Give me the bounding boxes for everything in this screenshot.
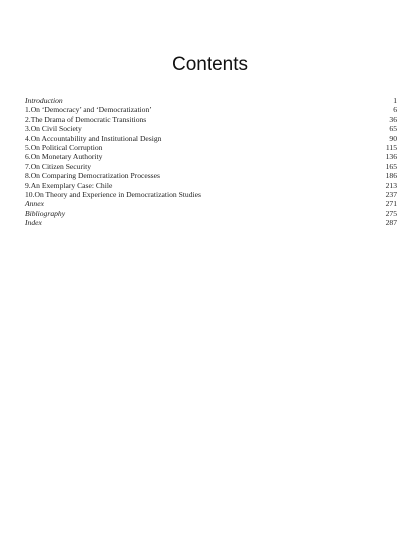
toc-entry[interactable] xyxy=(25,115,397,124)
toc-entry-label: 3.On Civil Society xyxy=(25,124,82,134)
toc-entry-page: 213 xyxy=(385,180,397,190)
toc-entry[interactable] xyxy=(25,152,397,161)
toc-entry[interactable] xyxy=(25,143,397,152)
toc-entry-label: 10.On Theory and Experience in Democratization Studies xyxy=(25,189,201,199)
toc-entry-page: 115 xyxy=(385,142,397,152)
toc-entry[interactable] xyxy=(25,124,397,133)
toc-entry[interactable] xyxy=(25,105,397,114)
toc-entry-label: 5.On Political Corruption xyxy=(25,142,103,152)
toc-entry-label: 2.The Drama of Democratic Transitions xyxy=(25,114,147,124)
toc-entry-page: 1 xyxy=(393,96,397,105)
toc-entry-label: 8.On Comparing Democratization Processes xyxy=(25,171,160,181)
toc-entry-page: 90 xyxy=(389,133,397,143)
toc-entry[interactable] xyxy=(25,134,397,143)
toc-entry-page: 287 xyxy=(385,218,397,228)
toc-entry-label: Annex xyxy=(25,199,44,209)
toc-entry-page: 65 xyxy=(389,124,397,134)
toc-entry-page: 237 xyxy=(385,189,397,199)
toc-entry[interactable] xyxy=(25,190,397,199)
toc-entry[interactable] xyxy=(25,171,397,180)
toc-entry-page: 186 xyxy=(385,171,397,181)
page-title: Contents xyxy=(171,54,249,75)
toc-entry[interactable] xyxy=(25,209,397,218)
toc-entry[interactable] xyxy=(25,96,397,105)
toc-entry-label: 1.On ‘Democracy’ and ‘Democratization’ xyxy=(25,105,152,115)
toc-entry-label: 9.An Exemplary Case: Chile xyxy=(25,180,113,190)
toc-entry-page: 36 xyxy=(389,114,397,124)
toc-entry[interactable] xyxy=(25,162,397,171)
toc-entry-page: 275 xyxy=(385,208,397,218)
toc-entry-page: 6 xyxy=(393,105,397,115)
toc-entry[interactable] xyxy=(25,218,397,227)
toc-entry-label: Index xyxy=(25,218,42,228)
toc-entry-label: 7.On Citizen Security xyxy=(25,161,92,171)
toc-entry-label: Bibliography xyxy=(25,208,66,218)
toc-entry-page: 271 xyxy=(385,199,397,209)
toc-entry-label: 4.On Accountability and Institutional Design xyxy=(25,133,162,143)
toc-entry-label: Introduction xyxy=(25,96,63,105)
toc-entry-label: 6.On Monetary Authority xyxy=(25,152,103,162)
table-of-contents xyxy=(25,96,397,227)
toc-entry[interactable] xyxy=(25,181,397,190)
toc-entry-page: 136 xyxy=(385,152,397,162)
toc-entry[interactable] xyxy=(25,199,397,208)
toc-entry-page: 165 xyxy=(385,161,397,171)
